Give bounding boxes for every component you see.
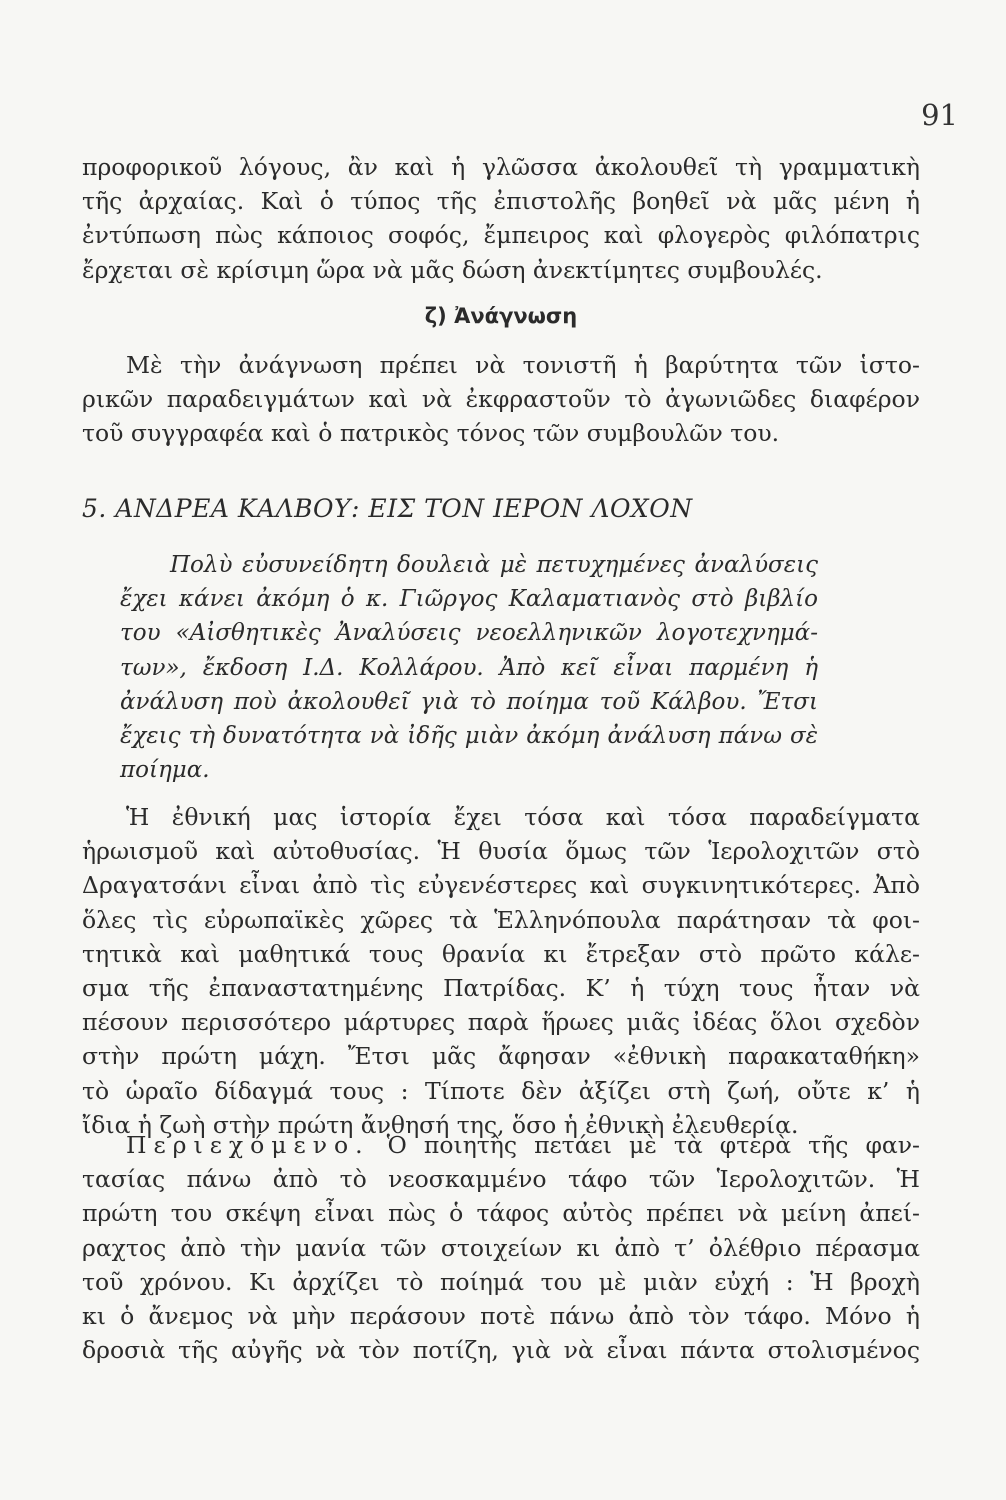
text-line: ὅλες τὶς εὐρωπαϊκὲς χῶρες τὰ Ἑλληνόπουλα παράτησαν τὰ φοι-	[82, 905, 920, 934]
text-line: τὸ ὡραῖο δίδαγμά τους : Τίποτε δὲν ἀξίζει στὴ ζωή, οὔτε κ’ ἡ	[82, 1076, 920, 1105]
text-line: ἔρχεται σὲ κρίσιμη ὥρα νὰ μᾶς δώση ἀνεκτίμητες συμβουλές.	[82, 255, 823, 284]
text-line: του «Αἰσθητικὲς Ἀναλύσεις νεοελληνικῶν λογοτεχνημά-	[120, 620, 818, 647]
section-title: 5. ΑΝΔΡΕΑ ΚΑΛΒΟΥ: ΕΙΣ ΤΟΝ ΙΕΡΟΝ ΛΟΧΟΝ	[82, 494, 693, 523]
text-line: τητικὰ καὶ μαθητικά τους θρανία κι ἔτρεξαν στὸ πρῶτο κάλε-	[82, 939, 920, 968]
text-line: σμα τῆς ἐπαναστατημένης Πατρίδας. Κ’ ἡ τύχη τους ἦταν νὰ	[82, 974, 920, 1003]
text-line: πέσουν περισσότερο μάρτυρες παρὰ ἥρωες μιᾶς ἰδέας ὅλοι σχεδὸν	[82, 1008, 920, 1037]
text-line: Μὲ τὴν ἀνάγνωση πρέπει νὰ τονιστῆ ἡ βαρύτητα τῶν ἱστο-	[126, 351, 920, 379]
content-line-text: Ὁ ποιητὴς πετάει μὲ τὰ φτερὰ τῆς φαν-	[386, 1131, 920, 1159]
text-line: τοῦ συγγραφέα καὶ ὁ πατρικὸς τόνος τῶν συμβουλῶν του.	[82, 419, 780, 448]
text-line: ἐντύπωση πὼς κάποιος σοφός, ἔμπειρος καὶ φλογερὸς φιλόπατρις	[82, 221, 920, 250]
body-paragraph	[82, 800, 920, 1142]
text-line: τασίας πάνω ἀπὸ τὸ νεοσκαμμένο τάφο τῶν Ἱερολοχιτῶν. Ἡ	[82, 1165, 920, 1194]
subheading-reading: ζ) Ἀνάγνωση	[424, 304, 578, 328]
text-line: Δραγατσάνι εἶναι ἀπὸ τὶς εὐγενέστερες καὶ συγκινητικότερες. Ἀπὸ	[82, 871, 920, 900]
intro-paragraph	[82, 150, 920, 287]
text-line: ἴδια ἡ ζωὴ στὴν πρώτη ἄνθησή της, ὅσο ἡ ἐθνικὴ ἐλευθερία.	[82, 1110, 799, 1139]
content-paragraph	[82, 1128, 920, 1367]
text-line: των», ἔκδοση Ι.Δ. Κολλάρου. Ἀπὸ κεῖ εἶναι παρμένη ἡ	[120, 654, 818, 681]
page-number: 91	[921, 98, 958, 132]
text-line: κι ὁ ἄνεμος νὰ μὴν περάσουν ποτὲ πάνω ἀπὸ τὸν τάφο. Μόνο ἡ	[82, 1302, 920, 1331]
text-line: ποίημα.	[120, 757, 210, 784]
text-line: ἡρωισμοῦ καὶ αὐτοθυσίας. Ἡ θυσία ὅμως τῶν Ἱερολοχιτῶν στὸ	[82, 837, 920, 866]
text-line: ραχτος ἀπὸ τὴν μανία τῶν στοιχείων κι ἀπὸ τ’ ὀλέθριο πέρασμα	[82, 1233, 920, 1262]
text-line: τῆς ἀρχαίας. Καὶ ὁ τύπος τῆς ἐπιστολῆς βοηθεῖ νὰ μᾶς μένη ἡ	[82, 187, 920, 216]
text-line: προφορικοῦ λόγους, ἂν καὶ ἡ γλῶσσα ἀκολουθεῖ τὴ γραμματικὴ	[82, 153, 920, 181]
text-line: πρώτη του σκέψη εἶναι πὼς ὁ τάφος αὐτὸς πρέπει νὰ μείνη ἀπεί-	[82, 1199, 920, 1228]
reading-paragraph	[82, 348, 920, 451]
text-line: ρικῶν παραδειγμάτων καὶ νὰ ἐκφραστοῦν τὸ ἀγωνιῶδες διαφέρον	[82, 385, 920, 414]
text-line	[82, 1128, 920, 1162]
note-paragraph	[120, 548, 818, 787]
text-line: ἔχεις τὴ δυνατότητα νὰ ἰδῆς μιὰν ἀκόμη ἀνάλυση πάνω σὲ	[120, 723, 818, 750]
text-line: τοῦ χρόνου. Κι ἀρχίζει τὸ ποίημά του μὲ μιὰν εὐχή : Ἡ βροχὴ	[82, 1267, 920, 1296]
text-line: ἀνάλυση ποὺ ἀκολουθεῖ γιὰ τὸ ποίημα τοῦ Κάλβου. Ἔτσι	[120, 688, 818, 715]
text-line: Ἡ ἐθνική μας ἱστορία ἔχει τόσα καὶ τόσα παραδείγματα	[126, 803, 920, 831]
text-line: δροσιὰ τῆς αὐγῆς νὰ τὸν ποτίζη, γιὰ νὰ εἶναι πάντα στολισμένος	[82, 1336, 920, 1365]
text-line: ἔχει κάνει ἀκόμη ὁ κ. Γιῶργος Καλαματιανὸς στὸ βιβλίο	[120, 586, 818, 613]
content-label: Περιεχόμενο.	[126, 1131, 370, 1159]
text-line: στὴν πρώτη μάχη. Ἔτσι μᾶς ἄφησαν «ἐθνικὴ παρακαταθήκη»	[82, 1042, 920, 1071]
text-line: Πολὺ εὐσυνείδητη δουλειὰ μὲ πετυχημένες ἀναλύσεις	[170, 552, 818, 578]
